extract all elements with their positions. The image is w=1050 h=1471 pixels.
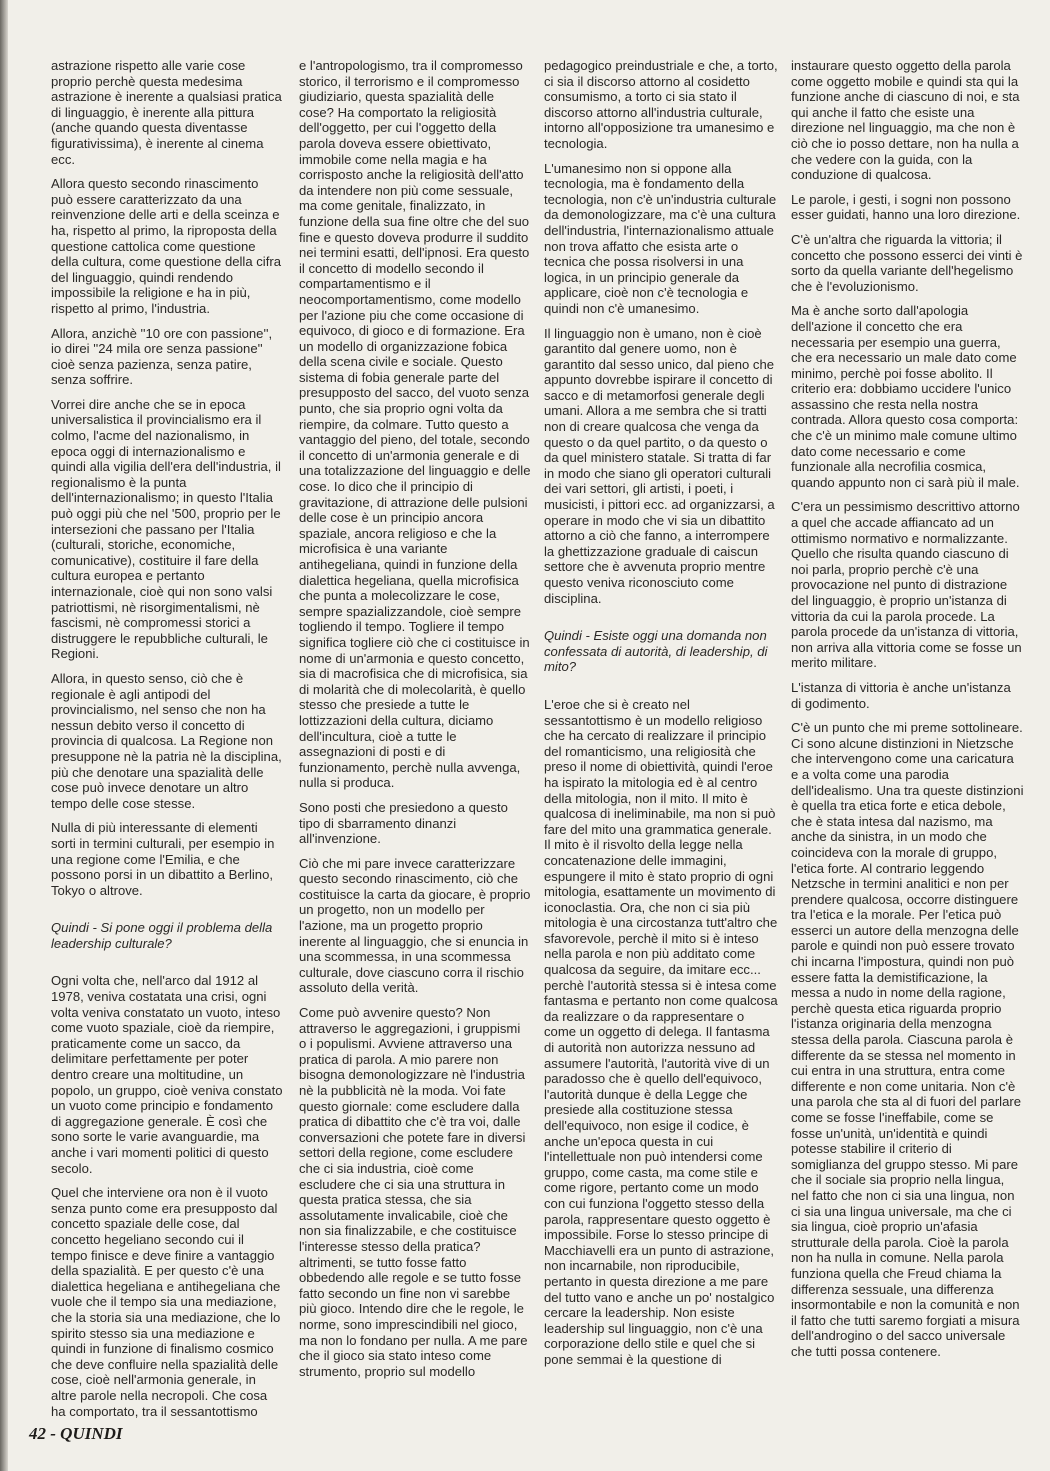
- paragraph: Allora, anzichè ''10 ore con passione'', io direi ''24 mila ore senza passione'' cioè senza pazienza, senza patire, senza soffrire.: [51, 325, 273, 388]
- paragraph: Quel che interviene ora non è il vuoto senza punto come era presupposto dal concetto spaziale delle cose, dal concetto hegeliano secondo cui il tempo finisce e deve finire a vantaggio della spazialità. E per questo c'è una dialettica hegeliana e antihegeliana che vuole che il tempo sia una mediazione, che la storia sia una mediazione, che lo spirito stesso sia una mediazione e quindi in funzione di finalismo cosmico che deve confluire nella spazialità delle cose, cioè nell'armonia generale, in altre parole nella necropoli. Che cosa ha comportato, tra il sessantottismo: [51, 1185, 281, 1419]
- page-binding-edge: [0, 0, 8, 1471]
- paragraph: Ciò che mi pare invece caratterizzare questo secondo rinascimento, ciò che costituisce la carta da giocare, è proprio un progetto, non un modello per l'azione, ma un progetto proprio inerente al linguaggio, che si enuncia in una scommessa, in una scommessa culturale, dove ciascuno corra il rischio assoluto della verità.: [299, 855, 531, 996]
- text-column-4: [791, 58, 1024, 1369]
- paragraph: Vorrei dire anche che se in epoca universalistica il provincialismo era il colmo, l'acme del nazionalismo, in epoca oggi di internazionalismo e quindi alla vigilia dell'era dell'industria, il regionalismo è la punta dell'internazionalismo; in questo l'Italia può oggi più che nel '500, proprio per le intersezioni che passano per l'Italia (culturali, storiche, economiche, comunicative), costituire il fare della cultura europea e pertanto internazionale, cioè qui non sono valsi patriottismi, nè risorgimentalismi, nè fascismi, nè compromessi storici a distruggere le repubbliche culturali, le Regioni.: [51, 396, 281, 662]
- paragraph: Allora questo secondo rinascimento può essere caratterizzato da una reinvenzione delle arti e della sceinza e ha, rispetto al primo, la riproposta della questione cattolica come questione della cultura, come questione della cifra del linguaggio, quindi rendendo impossibile la religione e ha in più, rispetto al primo, l'industria.: [51, 176, 281, 316]
- paragraph: L'umanesimo non si oppone alla tecnologia, ma è fondamento della tecnologia, non c'è un'industria culturale da demonologizzare, ma c'è una cultura dell'industria, l'internazionalismo attuale non trova affatto che esista arte o tecnica che possa risolversi in una logica, in un principio generale da applicare, cioè non c'è tecnologia e quindi non c'è umanesimo.: [544, 160, 777, 316]
- paragraph: Le parole, i gesti, i sogni non possono esser guidati, hanno una loro direzione.: [791, 191, 1021, 223]
- paragraph: Ma è anche sorto dall'apologia dell'azione il concetto che era necessaria per esempio una guerra, che era necessario un male dato come minimo, perchè poi fosse abolito. Il criterio era: dobbiamo uccidere l'unico assassino che resta nella nostra contrada. Allora questo cosa comporta: che c'è un minimo male comune ultimo dato come necessario e come funzionale alla necrofilia cosmica, quando appunto non ci sarà più il male.: [791, 303, 1020, 490]
- paragraph: L'eroe che si è creato nel sessantottismo è un modello religioso che ha cercato di realizzare il principio del romanticismo, una religiosità che preso il nome di obiettività, quindi l'eroe ha ispirato la mitologia ed è al centro della mitologia, non il mito. Il mito è qualcosa di ineliminabile, ma non si può fare del mito una grammatica generale. Il mito è il risvolto della legge nella concatenazione delle immagini, espungere il mito è stato proprio di ogni mitologia, esattamente un movimento di iconoclastia. Ora, che non ci sia più mitologia è una circostanza tutt'altro che sfavorevole, perchè il mito si è inteso nella parola e non più additato come qualcosa da seguire, da imitare ecc... perchè l'autorità stessa si è intesa come fantasma e pertanto non come qualcosa da realizzare o da rappresentare o come un oggetto di delega. Il fantasma di autorità non autorizza nessuno ad assumere l'autorità, l'autorità vive di un paradosso che è quello dell'equivoco, l'autorità dunque è della Legge che presiede alla costituzione stessa dell'equivoco, non esige il codice, è anche un'epoca questa in cui l'intellettuale non può intendersi come gruppo, come casta, ma come stile e come rigore, pertanto come un modo con cui funziona l'oggetto stesso della parola, rappresentare questo oggetto è impossibile. Forse lo stesso principe di Macchiavelli era un punto di astrazione, non incarnabile, non riproducibile, pertanto in questa direzione a me pare del tutto vano e anche un po' nostalgico cercare la leadership. Non esiste leadership sul linguaggio, non c'è una corporazione dello stile e quel che si pone semmai è la questione di: [544, 696, 778, 1367]
- paragraph: pedagogico preindustriale e che, a torto, ci sia il discorso attorno al cosidetto consumismo, a torto ci sia stato il discorso attorno all'industria culturale, intorno all'opposizione tra umanesimo e tecnologia.: [544, 58, 778, 151]
- text-column-2: [299, 58, 531, 1388]
- text-column-1: [51, 58, 283, 1428]
- interview-question: Quindi - Si pone oggi il problema della leadership culturale?: [51, 920, 273, 951]
- page-folio: 42 - QUINDI: [29, 1424, 123, 1443]
- paragraph: instaurare questo oggetto della parola come oggetto mobile e quindi sta qui la funzione anche di ciascuno di noi, e sta qui anche il fatto che esiste una direzione nel linguaggio, ma che non è ciò che io posso dettare, non ha nulla a che vedere con la guida, con la conduzione di qualcosa.: [791, 58, 1020, 183]
- paragraph: C'è un punto che mi preme sottolineare. Ci sono alcune distinzioni in Nietzsche che intervengono come una caricatura e a volta come una parodia dell'idealismo. Una tra queste distinzioni è quella tra etica forte e etica debole, che è stata intesa dal nazismo, ma anche da sinistra, in un modo che coincideva con la morale di gruppo, l'etica forte. Al contrario leggendo Netzsche in termini analitici e non per prendere qualcosa, occorre distinguere tra l'etica e la morale. Per l'etica può esserci un autore della menzogna delle parole e quindi non può essere trovato chi incarna l'impostura, quindi non può essere fatta la demistificazione, la messa a nudo in nome della ragione, perchè questa etica riguarda proprio l'istanza originaria della menzogna stessa della parola. Ciascuna parola è differente da se stessa nel momento in cui entra in una struttura, entra come differente e non come unitaria. Non c'è una parola che sta al di fuori del parlare come se fosse l'ineffabile, come se fosse un'unità, un'identità e quindi potesse stabilire il criterio di somiglianza del gruppo stesso. Mi pare che il sociale sia proprio nella lingua, nel fatto che non ci sia una lingua, non ci sia una lingua universale, ma che ci sia lingua, cioè proprio un'afasia strutturale della parola. Cioè la parola non ha nulla in comune. Nella parola funziona quella che Freud chiama la differenza sessuale, una differenza insormontabile e non la comunità e non il fatto che tutti saremo forgiati a misura dell'androgino o del sacco universale che tutti possa contenere.: [791, 720, 1024, 1359]
- paragraph: e l'antropologismo, tra il compromesso storico, il terrorismo e il compromesso giudiziario, questa spazialità delle cose? Ha comportato la religiosità dell'oggetto, per cui l'oggetto della parola doveva essere obiettivato, immobile come nella magia e ha corrisposto anche la religiosità dell'atto da intendere non più come sessuale, ma come genitale, finalizzato, in funzione della sua fine oltre che del suo fine e questo doveva produrre il suddito nei termini esatti, dell'ipnosi. Era questo il concetto di modello secondo il compartamentismo e il neocomportamentismo, come modello per l'azione piu che come occasione di equivoco, di gioco e di formazione. Era un modello di organizzazione fobica della scena civile e sociale. Questo sistema di fobia generale parte del presupposto del sacco, del vuoto senza punto, che sia proprio ogni volta da riempire, da colmare. Tutto questo a vantaggio del pieno, del totale, secondo il concetto di un'armonia generale e di una totalizzazione del linguaggio e delle cose. Io dico che il principio di gravitazione, di attrazione delle pulsioni delle cose è un principio ancora spaziale, ancora religioso e che la microfisica è una variante antihegeliana, quindi in funzione della dialettica hegeliana, quella microfisica che punta a molecolizzare le cose, sempre spazializzandole, cioè sempre togliendo il tempo. Togliere il tempo significa togliere ciò che ci costituisce in nome di un'armonia e questo concetto, sia di macrofisica che di microfisica, sia di molarità che di molecolarità, è quello stesso che presiede a tutte le lottizzazioni della cultura, diciamo dell'incultura, cioè a tutte le assegnazioni di posti e di funzionamento, perchè nulla avvenga, nulla si produca.: [299, 58, 531, 791]
- paragraph: Allora, in questo senso, ciò che è regionale è agli antipodi del provincialismo, nel senso che non ha nessun debito verso il concetto di provincia di qualcosa. La Regione non presuppone nè la patria nè la disciplina, più che denotare una spazialità delle cose può invece denotare un altro tempo delle cose stesse.: [51, 670, 282, 811]
- paragraph: Nulla di più interessante di elementi sorti in termini culturali, per esempio in una regione come l'Emilia, e che possono porsi in un dibattito a Berlino, Tokyo o altrove.: [51, 820, 275, 898]
- paragraph: L'istanza di vittoria è anche un'istanza di godimento.: [791, 679, 1011, 711]
- paragraph: astrazione rispetto alle varie cose proprio perchè questa medesima astrazione è inerente a qualsiasi pratica di linguaggio, è inerente alla pittura (anche quando questa diventasse figurativissima), è inerente al cinema ecc.: [51, 58, 282, 167]
- paragraph: Sono posti che presiedono a questo tipo di sbarramento dinanzi all'invenzione.: [299, 799, 508, 847]
- paragraph: Ogni volta che, nell'arco dal 1912 al 1978, veniva costatata una crisi, ogni volta veniva constatato un vuoto, inteso come vuoto spaziale, cioè da riempire, praticamente come un sacco, da delimitare perfettamente per poter dentro creare una moltitudine, un popolo, un gruppo, cioè veniva constato un vuoto come principio e fondamento di aggregazione generale. È così che sono sorte le varie avanguardie, ma anche i vari momenti politici di questo secolo.: [51, 973, 283, 1176]
- text-column-3: [544, 58, 779, 1377]
- paragraph: C'è un'altra che riguarda la vittoria; il concetto che possono esserci dei vinti è sorto da quella variante dell'hegelismo che è l'evoluzionismo.: [791, 231, 1023, 294]
- paragraph: C'era un pessimismo descrittivo attorno a quel che accade affiancato ad un ottimismo normativo e normalizzante. Quello che risulta quando ciascuno di noi parla, proprio perchè c'è una provocazione nel punto di distrazione del linguaggio, è proprio un'istanza di vittoria da cui la parola procede. La parola procede da un'istanza di vittoria, non arriva alla vittoria come se fosse un merito militare.: [791, 499, 1022, 671]
- interview-question: Quindi - Esiste oggi una domanda non confessata di autorità, di leadership, di mito?: [544, 628, 768, 675]
- paragraph: Come può avvenire questo? Non attraverso le aggregazioni, i gruppismi o i populismi. Avviene attraverso una pratica di parola. A mio parere non bisogna demonologizzare nè l'industria nè la pubblicità nè la moda. Voi fate questo giornale: come escludere dalla pratica di dibattito che c'è tra voi, dalle conversazioni che potete fare in diversi settori della regione, come escludere che ci sia industria, cioè come escludere che ci sia una struttura in questa pratica stessa, che sia assolutamente invalicabile, cioè che non sia finalizzabile, e che costituisce l'interesse stesso della pratica? altrimenti, se tutto fosse fatto obbedendo alle regole e se tutto fosse fatto secondo un fine non vi sarebbe più gioco. Intendo dire che le regole, le norme, sono imprescindibili nel gioco, ma non lo fondano per nulla. A me pare che il gioco sia stato inteso come strumento, proprio sul modello: [299, 1005, 528, 1379]
- paragraph: Il linguaggio non è umano, non è cioè garantito dal genere uomo, non è garantito dal sesso unico, dal pieno che appunto dovrebbe ispirare il concetto di sacco e di metamorfosi generale degli umani. Allora a me sembra che si tratti non di creare qualcosa che venga da questo o da quel partito, o da questo o da quel ministero statale. Si tratta di far in modo che siano gli operatori culturali dei vari settori, gli artisti, i poeti, i musicisti, i pittori ecc. ad organizzarsi, a operare in modo che vi sia un dibattito attorno a ciò che fanno, a interrompere la ghettizzazione graduale di caiscun settore che è avvenuta proprio mentre questo veniva riconosciuto come disciplina.: [544, 325, 775, 606]
